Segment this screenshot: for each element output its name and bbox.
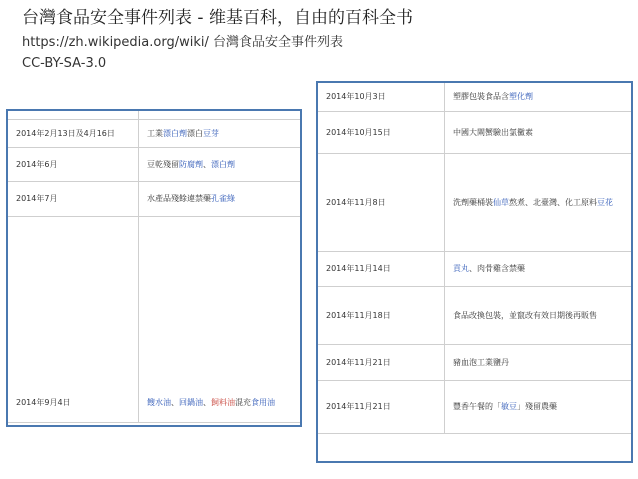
description-text: 」殘留農藥	[517, 402, 557, 411]
description-cell	[445, 83, 632, 111]
page-title: 台灣食品安全事件列表 - 维基百科，自由的百科全书	[22, 8, 413, 28]
wiki-link[interactable]: 塑化劑	[509, 92, 533, 102]
wiki-link[interactable]: 漂白劑	[163, 128, 187, 138]
description-cell	[445, 111, 632, 153]
description-text: 食品改換包裝，並竄改有效日期後再販售	[453, 310, 597, 320]
right-table-panel	[316, 81, 633, 463]
wiki-link[interactable]: 餿水油	[147, 397, 171, 407]
wiki-link[interactable]: 飼料油	[211, 397, 235, 407]
wiki-link[interactable]: 豆芽	[203, 128, 219, 138]
wiki-link[interactable]: 敏豆	[501, 402, 517, 411]
table-row	[318, 111, 631, 153]
table-row	[8, 119, 300, 147]
table-row	[8, 111, 300, 119]
date-cell: 2014年11月14日	[318, 251, 445, 286]
left-incident-table	[8, 111, 300, 423]
description-cell	[445, 344, 632, 380]
description-text: 、肉骨雞含禁藥	[469, 264, 525, 273]
table-row	[318, 344, 631, 380]
description-text: 豐香午餐的「	[453, 402, 501, 411]
date-cell: 2014年6月	[8, 147, 139, 181]
description-text: 工業	[147, 128, 163, 138]
description-text: 塑膠包裝食品含	[453, 92, 509, 102]
license-text: CC-BY-SA-3.0	[22, 56, 107, 71]
date-cell: 2014年11月18日	[318, 286, 445, 344]
wiki-link[interactable]: 食用油	[251, 397, 275, 407]
date-cell: 2014年10月3日	[318, 83, 445, 111]
wiki-link[interactable]: 仙草	[493, 197, 509, 207]
description-cell	[445, 251, 632, 286]
table-row	[8, 147, 300, 181]
right-incident-table	[318, 83, 631, 434]
description-cell	[445, 153, 632, 251]
left-table-panel	[6, 109, 302, 427]
date-cell: 2014年7月	[8, 181, 139, 216]
date-cell: 2014年11月21日	[318, 380, 445, 433]
wiki-link[interactable]: 回鍋油	[179, 397, 203, 407]
description-text: 洗劑藥桶裝	[453, 197, 493, 207]
date-cell: 2014年11月21日	[318, 344, 445, 380]
wiki-link[interactable]: 孔雀綠	[211, 194, 235, 203]
slide-header	[22, 6, 634, 74]
wiki-link[interactable]: 豆花	[597, 197, 613, 207]
table-row	[318, 153, 631, 251]
description-cell	[139, 181, 301, 216]
date-cell: 2014年2月13日及4月16日	[8, 119, 139, 147]
wiki-link[interactable]: 防腐劑	[179, 159, 203, 169]
description-text: 、	[203, 397, 211, 407]
description-cell	[139, 111, 301, 119]
description-text: 豬血泡工業鹽丹	[453, 357, 509, 367]
date-cell: 2014年9月4日	[8, 216, 139, 422]
description-text: 、	[171, 397, 179, 407]
table-row	[318, 251, 631, 286]
wiki-link[interactable]: 貢丸	[453, 264, 469, 273]
description-text: 熬煮、北臺灣、化工原料	[509, 197, 597, 207]
description-cell	[139, 119, 301, 147]
table-row	[8, 216, 300, 422]
description-text: 水產品殘餘違禁藥	[147, 194, 211, 203]
date-cell: 2014年11月8日	[318, 153, 445, 251]
table-row	[318, 83, 631, 111]
description-text: 漂白	[187, 128, 203, 138]
date-cell	[8, 111, 139, 119]
description-text: 、	[203, 159, 211, 169]
description-cell	[139, 216, 301, 422]
description-cell	[445, 286, 632, 344]
description-cell	[139, 147, 301, 181]
table-row	[318, 380, 631, 433]
description-text: 中國大閘蟹驗出氯黴素	[453, 127, 533, 137]
date-cell: 2014年10月15日	[318, 111, 445, 153]
description-text: 混充	[235, 397, 251, 407]
description-cell	[445, 380, 632, 433]
wiki-link[interactable]: 漂白劑	[211, 159, 235, 169]
description-text: 豆乾殘留	[147, 159, 179, 169]
table-row	[318, 286, 631, 344]
table-row	[8, 181, 300, 216]
source-url[interactable]: https://zh.wikipedia.org/wiki/ 台灣食品安全事件列表	[22, 35, 343, 50]
